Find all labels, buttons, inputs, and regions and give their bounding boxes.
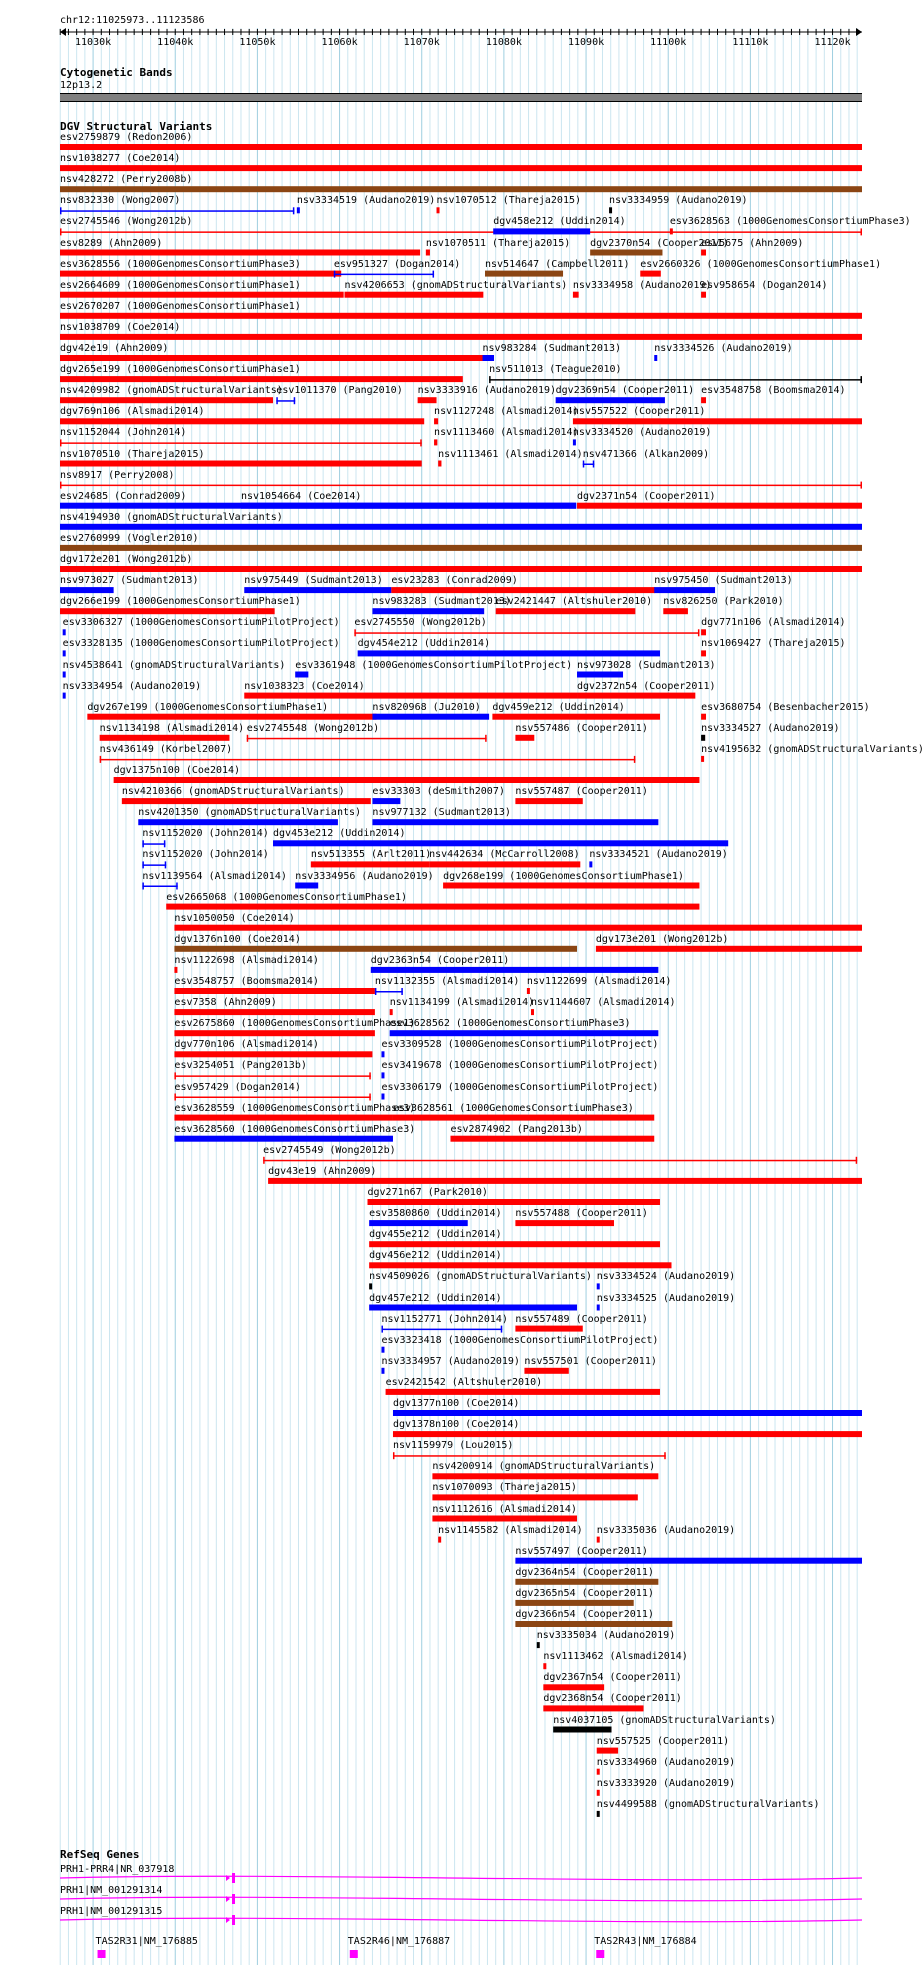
- variant-label[interactable]: nsv471366 (Alkan2009): [582, 448, 710, 460]
- ruler-tick-label: 11110k: [732, 37, 769, 48]
- variant-label[interactable]: nsv3333916 (Audano2019): [417, 385, 557, 397]
- variant-label[interactable]: nsv3334956 (Audano2019): [295, 870, 434, 882]
- variant-label[interactable]: nsv513355 (Arlt2011): [310, 849, 432, 861]
- variant-label[interactable]: nsv4195632 (gnomADStructuralVariants): [701, 743, 924, 755]
- variant-label[interactable]: nsv1050050 (Coe2014): [174, 912, 295, 924]
- variant-label[interactable]: nsv4037105 (gnomADStructuralVariants): [553, 1714, 776, 1726]
- variant-label[interactable]: nsv3334520 (Audano2019): [572, 427, 712, 439]
- variant-label[interactable]: dgv2366n54 (Cooper2011): [515, 1609, 654, 1620]
- variant-label[interactable]: nsv1122698 (Alsmadi2014): [174, 954, 319, 966]
- variant-label[interactable]: nsv1054664 (Coe2014): [240, 490, 362, 502]
- ruler-tick-label: 11070k: [403, 37, 440, 48]
- ruler-tick-label: 11050k: [239, 37, 276, 48]
- variant-label[interactable]: nsv1038277 (Coe2014): [60, 153, 181, 165]
- cytoband-label: 12p13.2: [60, 80, 103, 91]
- gene-line: [60, 1876, 862, 1879]
- variant-label[interactable]: nsv1145582 (Alsmadi2014): [438, 1524, 583, 1536]
- variant-label[interactable]: esv3306179 (1000GenomesConsortiumPilotProject): [381, 1081, 659, 1093]
- variant-label[interactable]: nsv3335034 (Audano2019): [536, 1630, 676, 1642]
- variant-label[interactable]: nsv1144607 (Alsmadi2014): [531, 997, 676, 1009]
- variant-label[interactable]: nsv973028 (Sudmant2013): [577, 659, 716, 671]
- variant-label[interactable]: nsv557487 (Cooper2011): [515, 786, 648, 798]
- variant-label[interactable]: nsv436149 (Korbel2007): [99, 743, 233, 755]
- variant-label[interactable]: esv2745548 (Wong2012b): [246, 722, 380, 734]
- variant-label[interactable]: dgv2368n54 (Cooper2011): [543, 1693, 682, 1705]
- variant-label[interactable]: dgv454e212 (Uddin2014): [357, 638, 491, 650]
- dgv-track-title[interactable]: DGV Structural Variants: [60, 120, 213, 133]
- variant-label[interactable]: esv2660326 (1000GenomesConsortiumPhase1): [640, 258, 882, 270]
- variant-label[interactable]: dgv2369n54 (Cooper2011): [555, 385, 695, 397]
- variant-label[interactable]: nsv3334521 (Audano2019): [589, 849, 728, 861]
- variant-label[interactable]: dgv2364n54 (Cooper2011): [515, 1566, 654, 1578]
- variant-label[interactable]: nsv3334524 (Audano2019): [596, 1271, 736, 1283]
- variant-label[interactable]: nsv511013 (Teague2010): [489, 364, 622, 376]
- variant-label[interactable]: nsv3334958 (Audano2019): [572, 279, 712, 291]
- variant-label[interactable]: dgv455e212 (Uddin2014): [369, 1229, 502, 1241]
- variant-label[interactable]: esv2760999 (Vogler2010): [60, 532, 199, 544]
- variant-label[interactable]: esv8289 (Ahn2009): [60, 237, 163, 249]
- variant-label[interactable]: esv2874902 (Pang2013b): [450, 1123, 583, 1135]
- variant-label[interactable]: nsv983284 (Sudmant2013): [482, 343, 621, 354]
- variant-label[interactable]: nsv1152020 (John2014): [142, 849, 269, 861]
- refseq-track-title[interactable]: RefSeq Genes: [60, 1848, 140, 1861]
- variant-label[interactable]: esv3361948 (1000GenomesConsortiumPilotProject): [295, 659, 573, 671]
- gene-exon: [98, 1950, 106, 1958]
- variant-label[interactable]: nsv1070093 (Thareja2015): [432, 1482, 577, 1494]
- variant-label[interactable]: nsv977132 (Sudmant2013): [372, 807, 511, 819]
- gene-label[interactable]: TAS2R46|NM_176887: [347, 1936, 451, 1947]
- variant-label[interactable]: nsv3334519 (Audano2019): [296, 195, 436, 207]
- variant-label[interactable]: dgv173e201 (Wong2012b): [595, 933, 729, 945]
- variant-label[interactable]: esv5675 (Ahn2009): [701, 237, 804, 249]
- variant-label[interactable]: esv2745549 (Wong2012b): [263, 1144, 396, 1156]
- variant-label[interactable]: nsv1134199 (Alsmadi2014): [389, 997, 535, 1009]
- variant-label[interactable]: dgv1377n100 (Coe2014): [392, 1398, 520, 1409]
- variant-label[interactable]: nsv1127248 (Alsmadi2014): [434, 406, 579, 418]
- variant-label[interactable]: nsv1070510 (Thareja2015): [60, 448, 205, 460]
- variant-label[interactable]: esv3680754 (Besenbacher2015): [701, 701, 870, 713]
- variant-label[interactable]: nsv4206653 (gnomADStructuralVariants): [344, 279, 568, 291]
- variant-label[interactable]: nsv1139564 (Alsmadi2014): [142, 870, 287, 882]
- variant-label[interactable]: esv3548757 (Boomsma2014): [174, 976, 319, 987]
- variant-label[interactable]: nsv1152020 (John2014): [142, 828, 269, 840]
- variant-label[interactable]: nsv557497 (Cooper2011): [515, 1545, 648, 1557]
- variant-label[interactable]: dgv2363n54 (Cooper2011): [370, 954, 510, 966]
- variant-label[interactable]: esv3628561 (1000GenomesConsortiumPhase3): [392, 1102, 634, 1114]
- gene-label[interactable]: PRH1-PRR4|NR_037918: [60, 1864, 175, 1875]
- gene-exon: [232, 1915, 235, 1925]
- variant-label[interactable]: nsv1038323 (Coe2014): [244, 680, 365, 692]
- variant-label[interactable]: esv958654 (Dogan2014): [701, 279, 828, 291]
- gene-exon: [596, 1950, 604, 1958]
- variant-label[interactable]: esv2664609 (1000GenomesConsortiumPhase1): [60, 279, 301, 291]
- variant-label[interactable]: esv7358 (Ahn2009): [174, 997, 277, 1009]
- variant-label[interactable]: dgv458e212 (Uddin2014): [493, 216, 626, 228]
- variant-label[interactable]: nsv826250 (Park2010): [663, 596, 784, 608]
- variant-label[interactable]: nsv557525 (Cooper2011): [596, 1735, 730, 1747]
- variant-label[interactable]: nsv428272 (Perry2008b): [60, 174, 193, 186]
- variant-label[interactable]: dgv271n67 (Park2010): [367, 1187, 488, 1198]
- variant-label[interactable]: nsv4509026 (gnomADStructuralVariants): [369, 1271, 592, 1283]
- variant-label[interactable]: nsv3334954 (Audano2019): [62, 680, 202, 692]
- variant-label[interactable]: esv2675860 (1000GenomesConsortiumPhase1): [174, 1018, 416, 1030]
- variant-label[interactable]: nsv3334526 (Audano2019): [654, 343, 793, 354]
- ruler-tick-label: 11040k: [157, 37, 194, 48]
- variant-label[interactable]: dgv42e19 (Ahn2009): [60, 343, 169, 354]
- variant-label[interactable]: esv3548758 (Boomsma2014): [701, 385, 846, 397]
- variant-label[interactable]: dgv453e212 (Uddin2014): [273, 828, 406, 840]
- variant-label[interactable]: nsv1113460 (Alsmadi2014): [434, 427, 579, 439]
- variant-label[interactable]: esv2421542 (Altshuler2010): [385, 1376, 543, 1388]
- ruler-tick-label: 11090k: [567, 37, 605, 48]
- variant-label[interactable]: esv23283 (Conrad2009): [391, 575, 518, 587]
- variant-label[interactable]: dgv457e212 (Uddin2014): [369, 1292, 502, 1304]
- variant-label[interactable]: esv3628562 (1000GenomesConsortiumPhase3): [389, 1018, 631, 1030]
- variant-label[interactable]: esv3306327 (1000GenomesConsortiumPilotProject): [62, 617, 340, 629]
- variant-label[interactable]: dgv456e212 (Uddin2014): [369, 1250, 502, 1262]
- variant-label[interactable]: nsv3335036 (Audano2019): [596, 1524, 736, 1536]
- variant-label[interactable]: dgv771n106 (Alsmadi2014): [701, 617, 846, 629]
- variant-label[interactable]: nsv1159979 (Lou2015): [392, 1440, 514, 1452]
- variant-label[interactable]: nsv975450 (Sudmant2013): [654, 575, 793, 587]
- variant-label[interactable]: dgv266e199 (1000GenomesConsortiumPhase1): [60, 596, 301, 608]
- variant-label[interactable]: dgv43e19 (Ahn2009): [268, 1165, 377, 1177]
- variant-label[interactable]: esv2670207 (1000GenomesConsortiumPhase1): [60, 300, 301, 312]
- variant-label[interactable]: nsv1152044 (John2014): [60, 427, 187, 439]
- gene-label[interactable]: PRH1|NM_001291314: [60, 1885, 163, 1896]
- variant-label[interactable]: nsv4200914 (gnomADStructuralVariants): [432, 1461, 656, 1473]
- variant-label[interactable]: nsv1070512 (Thareja2015): [436, 195, 582, 207]
- variant-label[interactable]: esv33303 (deSmith2007): [372, 786, 505, 798]
- variant-label[interactable]: esv3628559 (1000GenomesConsortiumPhase3): [174, 1102, 416, 1114]
- variant-label[interactable]: nsv1070511 (Thareja2015): [425, 237, 571, 249]
- variant-label[interactable]: nsv4209982 (gnomADStructuralVariants): [60, 385, 283, 397]
- variant-label[interactable]: dgv2372n54 (Cooper2011): [577, 680, 716, 692]
- ruler-tick-label: 11120k: [814, 37, 851, 48]
- variant-label[interactable]: nsv1038709 (Coe2014): [60, 321, 181, 333]
- variant-label[interactable]: nsv557501 (Cooper2011): [524, 1355, 657, 1367]
- gene-line: [60, 1897, 862, 1900]
- variant-label[interactable]: nsv4201350 (gnomADStructuralVariants): [138, 807, 362, 819]
- variant-label[interactable]: nsv1134198 (Alsmadi2014): [99, 722, 245, 734]
- variant-label[interactable]: esv24685 (Conrad2009): [60, 490, 187, 502]
- variant-label[interactable]: nsv4499588 (gnomADStructuralVariants): [596, 1798, 820, 1810]
- gene-line: [60, 1918, 862, 1921]
- variant-label[interactable]: esv1011370 (Pang2010): [276, 385, 403, 397]
- ruler-tick-label: 11080k: [485, 37, 522, 48]
- variant-label[interactable]: esv3628556 (1000GenomesConsortiumPhase3): [60, 258, 301, 270]
- variant-label[interactable]: nsv4210366 (gnomADStructuralVariants): [121, 786, 345, 798]
- variant-label[interactable]: esv3419678 (1000GenomesConsortiumPilotProject): [381, 1060, 659, 1072]
- variant-label[interactable]: esv2421447 (Altshuler2010): [495, 596, 653, 608]
- variant-label[interactable]: dgv459e212 (Uddin2014): [492, 701, 625, 713]
- variant-label[interactable]: nsv832330 (Wong2007): [60, 195, 181, 207]
- gene-label[interactable]: TAS2R43|NM_176884: [594, 1936, 697, 1947]
- variant-label[interactable]: esv951327 (Dogan2014): [333, 258, 461, 270]
- gene-exon: [232, 1873, 235, 1883]
- gene-exon: [350, 1950, 358, 1958]
- variant-label[interactable]: nsv442634 (McCarroll2008): [429, 849, 580, 861]
- variant-label[interactable]: nsv557489 (Cooper2011): [515, 1313, 648, 1325]
- variant-label[interactable]: nsv1132355 (Alsmadi2014): [374, 976, 520, 987]
- variant-label[interactable]: nsv557486 (Cooper2011): [515, 722, 648, 734]
- variant-label[interactable]: dgv1375n100 (Coe2014): [113, 765, 241, 776]
- ruler-tick-label: 11030k: [75, 37, 112, 48]
- variant-label[interactable]: esv3580860 (Uddin2014): [369, 1208, 502, 1220]
- variant-label[interactable]: nsv3334957 (Audano2019): [381, 1355, 520, 1367]
- variant-label[interactable]: esv3323418 (1000GenomesConsortiumPilotProject): [381, 1334, 659, 1346]
- variant-label[interactable]: nsv4194930 (gnomADStructuralVariants): [60, 511, 283, 523]
- variant-label[interactable]: dgv268e199 (1000GenomesConsortiumPhase1): [443, 870, 684, 882]
- variant-label[interactable]: nsv3334527 (Audano2019): [701, 722, 840, 734]
- variant-label[interactable]: nsv3333920 (Audano2019): [596, 1777, 736, 1789]
- variant-label[interactable]: dgv1378n100 (Coe2014): [392, 1419, 520, 1431]
- variant-label[interactable]: dgv2370n54 (Cooper2011): [590, 237, 729, 249]
- variant-label[interactable]: esv3328135 (1000GenomesConsortiumPilotProject): [62, 638, 340, 650]
- variant-label[interactable]: dgv769n106 (Alsmadi2014): [60, 406, 205, 418]
- variant-label[interactable]: dgv1376n100 (Coe2014): [174, 933, 301, 945]
- variant-label[interactable]: nsv820968 (Ju2010): [372, 701, 481, 713]
- cytoband-track-title[interactable]: Cytogenetic Bands: [60, 66, 173, 79]
- variant-label[interactable]: esv3628563 (1000GenomesConsortiumPhase3): [669, 216, 911, 228]
- variant-label[interactable]: nsv557488 (Cooper2011): [515, 1208, 648, 1220]
- gene-label[interactable]: TAS2R31|NM_176885: [95, 1936, 198, 1947]
- variant-label[interactable]: nsv4538641 (gnomADStructuralVariants): [62, 659, 286, 671]
- variant-label[interactable]: nsv1113462 (Alsmadi2014): [543, 1651, 688, 1663]
- variant-label[interactable]: esv2745550 (Wong2012b): [354, 617, 487, 629]
- gene-label[interactable]: PRH1|NM_001291315: [60, 1906, 163, 1917]
- variant-label[interactable]: dgv2367n54 (Cooper2011): [543, 1672, 682, 1684]
- variant-label[interactable]: dgv267e199 (1000GenomesConsortiumPhase1): [87, 701, 329, 713]
- variant-label[interactable]: nsv1113461 (Alsmadi2014): [438, 448, 583, 460]
- variant-label[interactable]: dgv770n106 (Alsmadi2014): [174, 1039, 319, 1051]
- variant-label[interactable]: nsv3334959 (Audano2019): [609, 195, 748, 207]
- variant-label[interactable]: nsv1122699 (Alsmadi2014): [526, 976, 672, 987]
- variant-label[interactable]: dgv265e199 (1000GenomesConsortiumPhase1): [60, 364, 301, 376]
- variant-label[interactable]: esv957429 (Dogan2014): [174, 1081, 301, 1093]
- variant-label[interactable]: dgv172e201 (Wong2012b): [60, 554, 193, 565]
- variant-label[interactable]: esv3309528 (1000GenomesConsortiumPilotProject): [381, 1039, 659, 1051]
- location-label: chr12:11025973..11123586: [60, 15, 205, 26]
- variant-label[interactable]: nsv557522 (Cooper2011): [572, 406, 706, 418]
- variant-label[interactable]: nsv3334525 (Audano2019): [596, 1292, 736, 1304]
- variant-label[interactable]: nsv1152771 (John2014): [381, 1313, 508, 1325]
- variant-label[interactable]: nsv1069427 (Thareja2015): [701, 638, 846, 650]
- variant-label[interactable]: esv2665068 (1000GenomesConsortiumPhase1): [166, 891, 408, 903]
- variant-label[interactable]: esv3254051 (Pang2013b): [174, 1060, 307, 1072]
- variant-label[interactable]: nsv8917 (Perry2008): [60, 469, 175, 481]
- variant-label[interactable]: dgv2365n54 (Cooper2011): [515, 1587, 654, 1599]
- variant-label[interactable]: esv2759879 (Redon2006): [60, 132, 193, 143]
- variant-label[interactable]: dgv2371n54 (Cooper2011): [577, 490, 716, 502]
- variant-label[interactable]: esv3628560 (1000GenomesConsortiumPhase3): [174, 1123, 416, 1135]
- variant-label[interactable]: nsv973027 (Sudmant2013): [60, 575, 199, 587]
- variant-label[interactable]: nsv3334960 (Audano2019): [596, 1756, 736, 1768]
- variant-label[interactable]: nsv975449 (Sudmant2013): [244, 575, 383, 587]
- variant-label[interactable]: nsv1112616 (Alsmadi2014): [432, 1503, 577, 1515]
- ruler-tick-label: 11100k: [650, 37, 687, 48]
- gene-exon: [232, 1894, 235, 1904]
- ruler-tick-label: 11060k: [321, 37, 358, 48]
- variant-label[interactable]: nsv983283 (Sudmant2013): [372, 596, 511, 608]
- variant-label[interactable]: esv2745546 (Wong2012b): [60, 216, 193, 228]
- variant-label[interactable]: nsv514647 (Campbell2011): [484, 258, 630, 270]
